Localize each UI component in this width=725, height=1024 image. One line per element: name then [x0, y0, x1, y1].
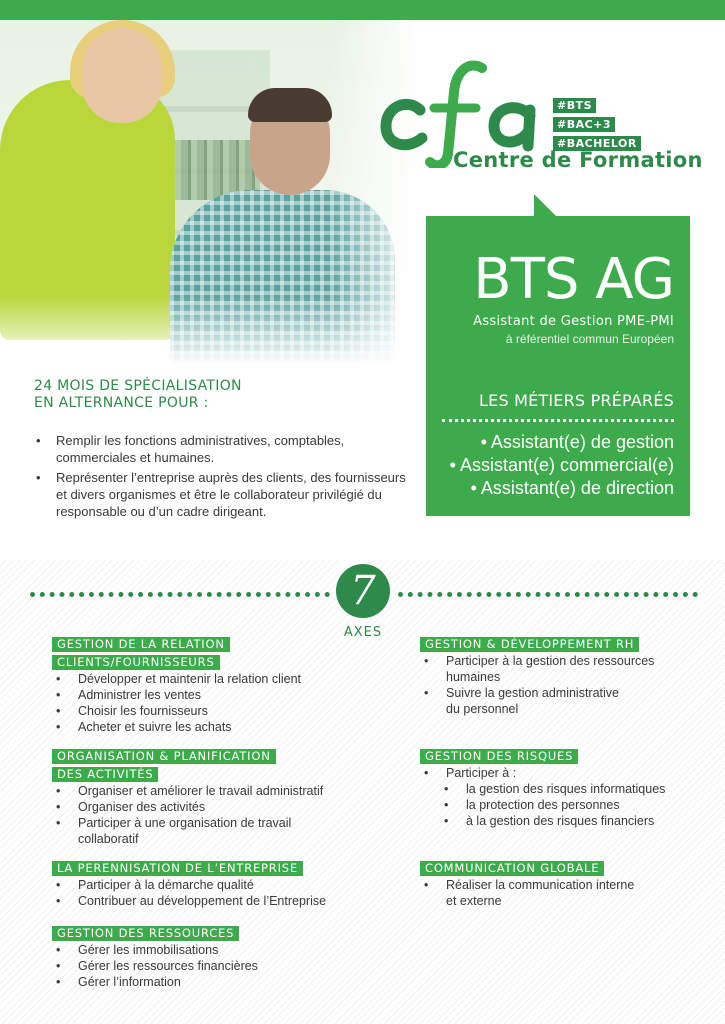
axis-sub-item: • à la gestion des risques financiers [420, 813, 710, 829]
hero-photo [0, 20, 420, 365]
axis-item: • Réaliser la communication interne [420, 877, 710, 893]
axis-item: du personnel [446, 702, 519, 716]
dotted-divider-right [398, 592, 698, 597]
axis-sub-item: • la gestion des risques informatiques [420, 781, 710, 797]
man-hair [248, 88, 332, 122]
dotted-divider-left [30, 592, 330, 597]
axes-label: AXES [343, 625, 383, 640]
svg-text:cfa: cfa [380, 166, 382, 167]
axis-item: • Gérer les ressources financières [52, 958, 382, 974]
axis-item: • Gérer les immobilisations [52, 942, 382, 958]
jobs-list [450, 431, 674, 500]
axis-title: LA PERENNISATION DE L’ENTREPRISE [52, 861, 303, 876]
axis-perennisation [52, 859, 382, 909]
axis-organisation [52, 747, 382, 847]
speech-tail [534, 194, 556, 216]
axis-item: • Participer à la gestion des ressources [420, 653, 710, 669]
axis-relation [52, 635, 382, 735]
axis-item: • Choisir les fournisseurs [52, 703, 382, 719]
cfa-logo [378, 48, 708, 188]
axis-item: humaines [446, 670, 501, 684]
axis-item: • Suivre la gestion administrative [420, 685, 710, 701]
axis-ressources [52, 924, 382, 990]
axis-title: GESTION DE LA RELATION [52, 637, 230, 652]
program-title: BTS AG [473, 247, 674, 312]
woman-head [82, 28, 162, 123]
axis-item: • Participer à une organisation de travail [52, 815, 382, 831]
axis-item: • Participer à : [420, 765, 710, 781]
job-item: • Assistant(e) de direction [470, 478, 674, 498]
intro-list [34, 432, 414, 523]
axes-count-badge: 7 [336, 564, 390, 618]
intro-title-line: EN ALTERNANCE POUR : [34, 395, 209, 411]
axis-title: GESTION DES RESSOURCES [52, 926, 239, 941]
program-box [426, 216, 690, 516]
axis-item: • Organiser et améliorer le travail administratif [52, 783, 382, 799]
program-subtitle: Assistant de Gestion PME-PMI [473, 314, 674, 329]
axis-rh [420, 635, 710, 717]
intro-title [34, 378, 354, 412]
dotted-divider [442, 419, 674, 422]
axis-item: et externe [446, 894, 502, 908]
axis-item: • Administrer les ventes [52, 687, 382, 703]
axis-item: collaboratif [78, 832, 139, 846]
top-bar [0, 0, 725, 20]
intro-item: • Représenter l’entreprise auprès des clients, des fournisseurs et divers organismes et être le collaborateur privilégié du responsable ou d’un cadre dirigeant. [34, 469, 414, 520]
axis-title: DES ACTIVITÉS [52, 767, 158, 782]
logo-subtitle: Centre de Formation [453, 148, 703, 172]
axis-risques [420, 747, 710, 829]
tag-bts: #BTS [553, 98, 596, 113]
job-item: • Assistant(e) de gestion [480, 432, 674, 452]
intro-title-line: 24 MOIS DE SPÉCIALISATION [34, 378, 242, 394]
axis-title: CLIENTS/FOURNISSEURS [52, 655, 220, 670]
job-item: • Assistant(e) commercial(e) [449, 455, 674, 475]
axis-item: • Acheter et suivre les achats [52, 719, 382, 735]
axis-title: GESTION & DÉVELOPPEMENT RH [420, 637, 639, 652]
axis-item: • Organiser des activités [52, 799, 382, 815]
tag-bac3: #BAC+3 [553, 117, 615, 132]
logo-tags [553, 96, 641, 153]
tag-bachelor: #BACHELOR [553, 136, 641, 151]
axis-communication [420, 859, 710, 909]
axis-title: ORGANISATION & PLANIFICATION [52, 749, 276, 764]
axis-item: • Contribuer au développement de l’Entreprise [52, 893, 382, 909]
program-subtitle-2: à référentiel commun Européen [505, 332, 674, 346]
jobs-title: LES MÉTIERS PRÉPARÉS [479, 391, 674, 410]
photo-fade-bottom [0, 295, 420, 365]
axis-sub-item: • la protection des personnes [420, 797, 710, 813]
axis-item: • Participer à la démarche qualité [52, 877, 382, 893]
axis-item: • Développer et maintenir la relation client [52, 671, 382, 687]
axis-title: GESTION DES RISQUES [420, 749, 578, 764]
axis-title: COMMUNICATION GLOBALE [420, 861, 604, 876]
axis-item: • Gérer l’information [52, 974, 382, 990]
intro-item: • Remplir les fonctions administratives, comptables, commerciales et humaines. [34, 432, 414, 466]
